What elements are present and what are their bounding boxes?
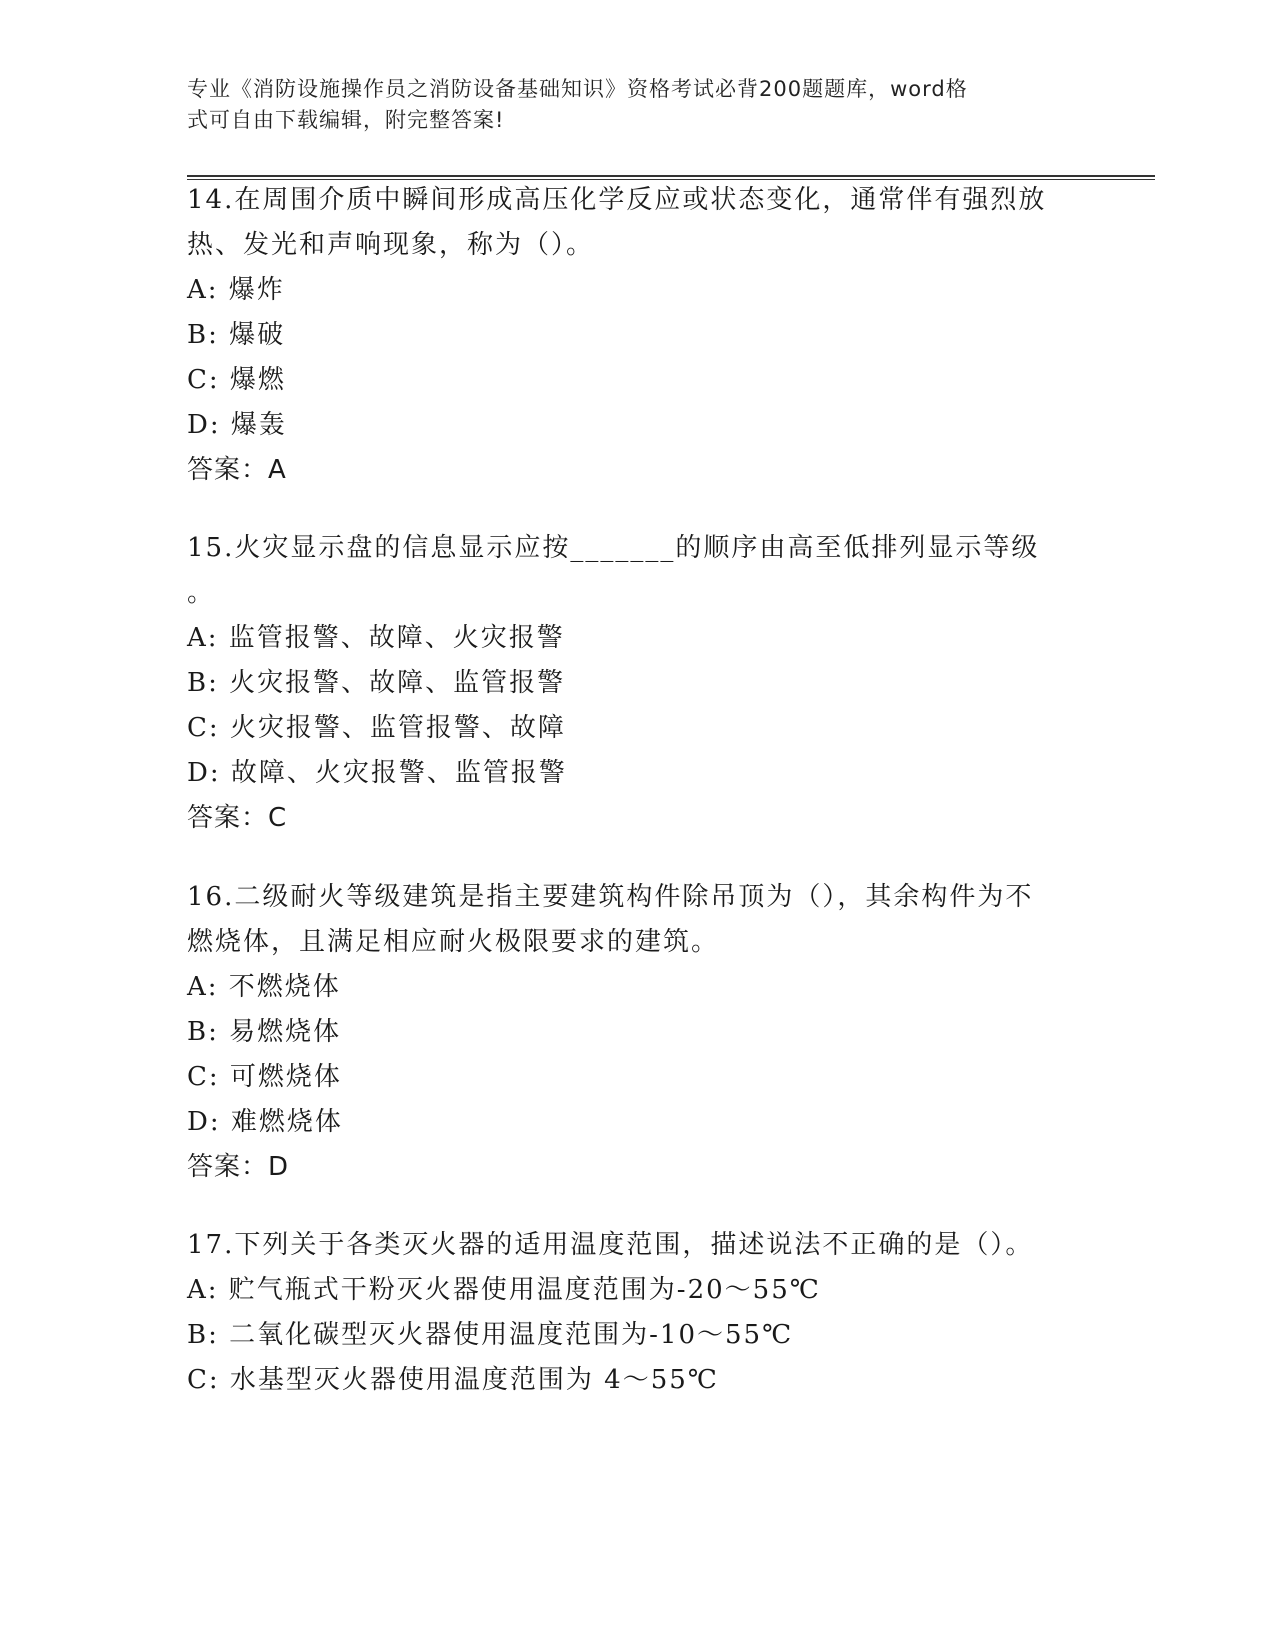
option-d: D: 爆轰 <box>187 410 287 440</box>
option-b: B: 爆破 <box>187 320 286 350</box>
question-text: 17.下列关于各类灭火器的适用温度范围，描述说法不正确的是（）。 <box>187 1230 1034 1260</box>
option-a: A: 不燃烧体 <box>187 972 341 1002</box>
option-a: A: 监管报警、故障、火灾报警 <box>187 623 565 653</box>
option-d: D: 难燃烧体 <box>187 1107 343 1137</box>
option-b: B: 二氧化碳型灭火器使用温度范围为-10～55℃ <box>187 1320 794 1350</box>
question-text-continued: 。 <box>187 578 216 608</box>
question-14 <box>187 178 1087 493</box>
question-16 <box>187 875 1087 1190</box>
question-text: 14.在周围介质中瞬间形成高压化学反应或状态变化，通常伴有强烈放 <box>187 185 1047 215</box>
question-text-continued: 热、发光和声响现象，称为（）。 <box>187 230 595 260</box>
header-line-1: 专业《消防设施操作员之消防设备基础知识》资格考试必背200题题库，word格 <box>187 77 968 101</box>
answer: 答案：C <box>187 803 288 833</box>
option-c: C: 爆燃 <box>187 365 286 395</box>
question-17 <box>187 1223 1087 1403</box>
option-d: D: 故障、火灾报警、监管报警 <box>187 758 567 788</box>
option-a: A: 爆炸 <box>187 275 285 305</box>
option-c: C: 可燃烧体 <box>187 1062 342 1092</box>
question-text-continued: 燃烧体，且满足相应耐火极限要求的建筑。 <box>187 927 720 957</box>
question-15 <box>187 526 1087 841</box>
question-text: 16.二级耐火等级建筑是指主要建筑构件除吊顶为（），其余构件为不 <box>187 882 1034 912</box>
option-c: C: 水基型灭火器使用温度范围为 4～55℃ <box>187 1365 719 1395</box>
question-text: 15.火灾显示盘的信息显示应按_______的顺序由高至低排列显示等级 <box>187 533 1040 563</box>
option-a: A: 贮气瓶式干粉灭火器使用温度范围为-20～55℃ <box>187 1275 821 1305</box>
answer: 答案：A <box>187 455 287 485</box>
option-c: C: 火灾报警、监管报警、故障 <box>187 713 566 743</box>
option-b: B: 火灾报警、故障、监管报警 <box>187 668 566 698</box>
option-b: B: 易燃烧体 <box>187 1017 342 1047</box>
document-header <box>187 74 1067 136</box>
header-line-2: 式可自由下载编辑，附完整答案! <box>187 108 505 132</box>
answer: 答案：D <box>187 1152 290 1182</box>
